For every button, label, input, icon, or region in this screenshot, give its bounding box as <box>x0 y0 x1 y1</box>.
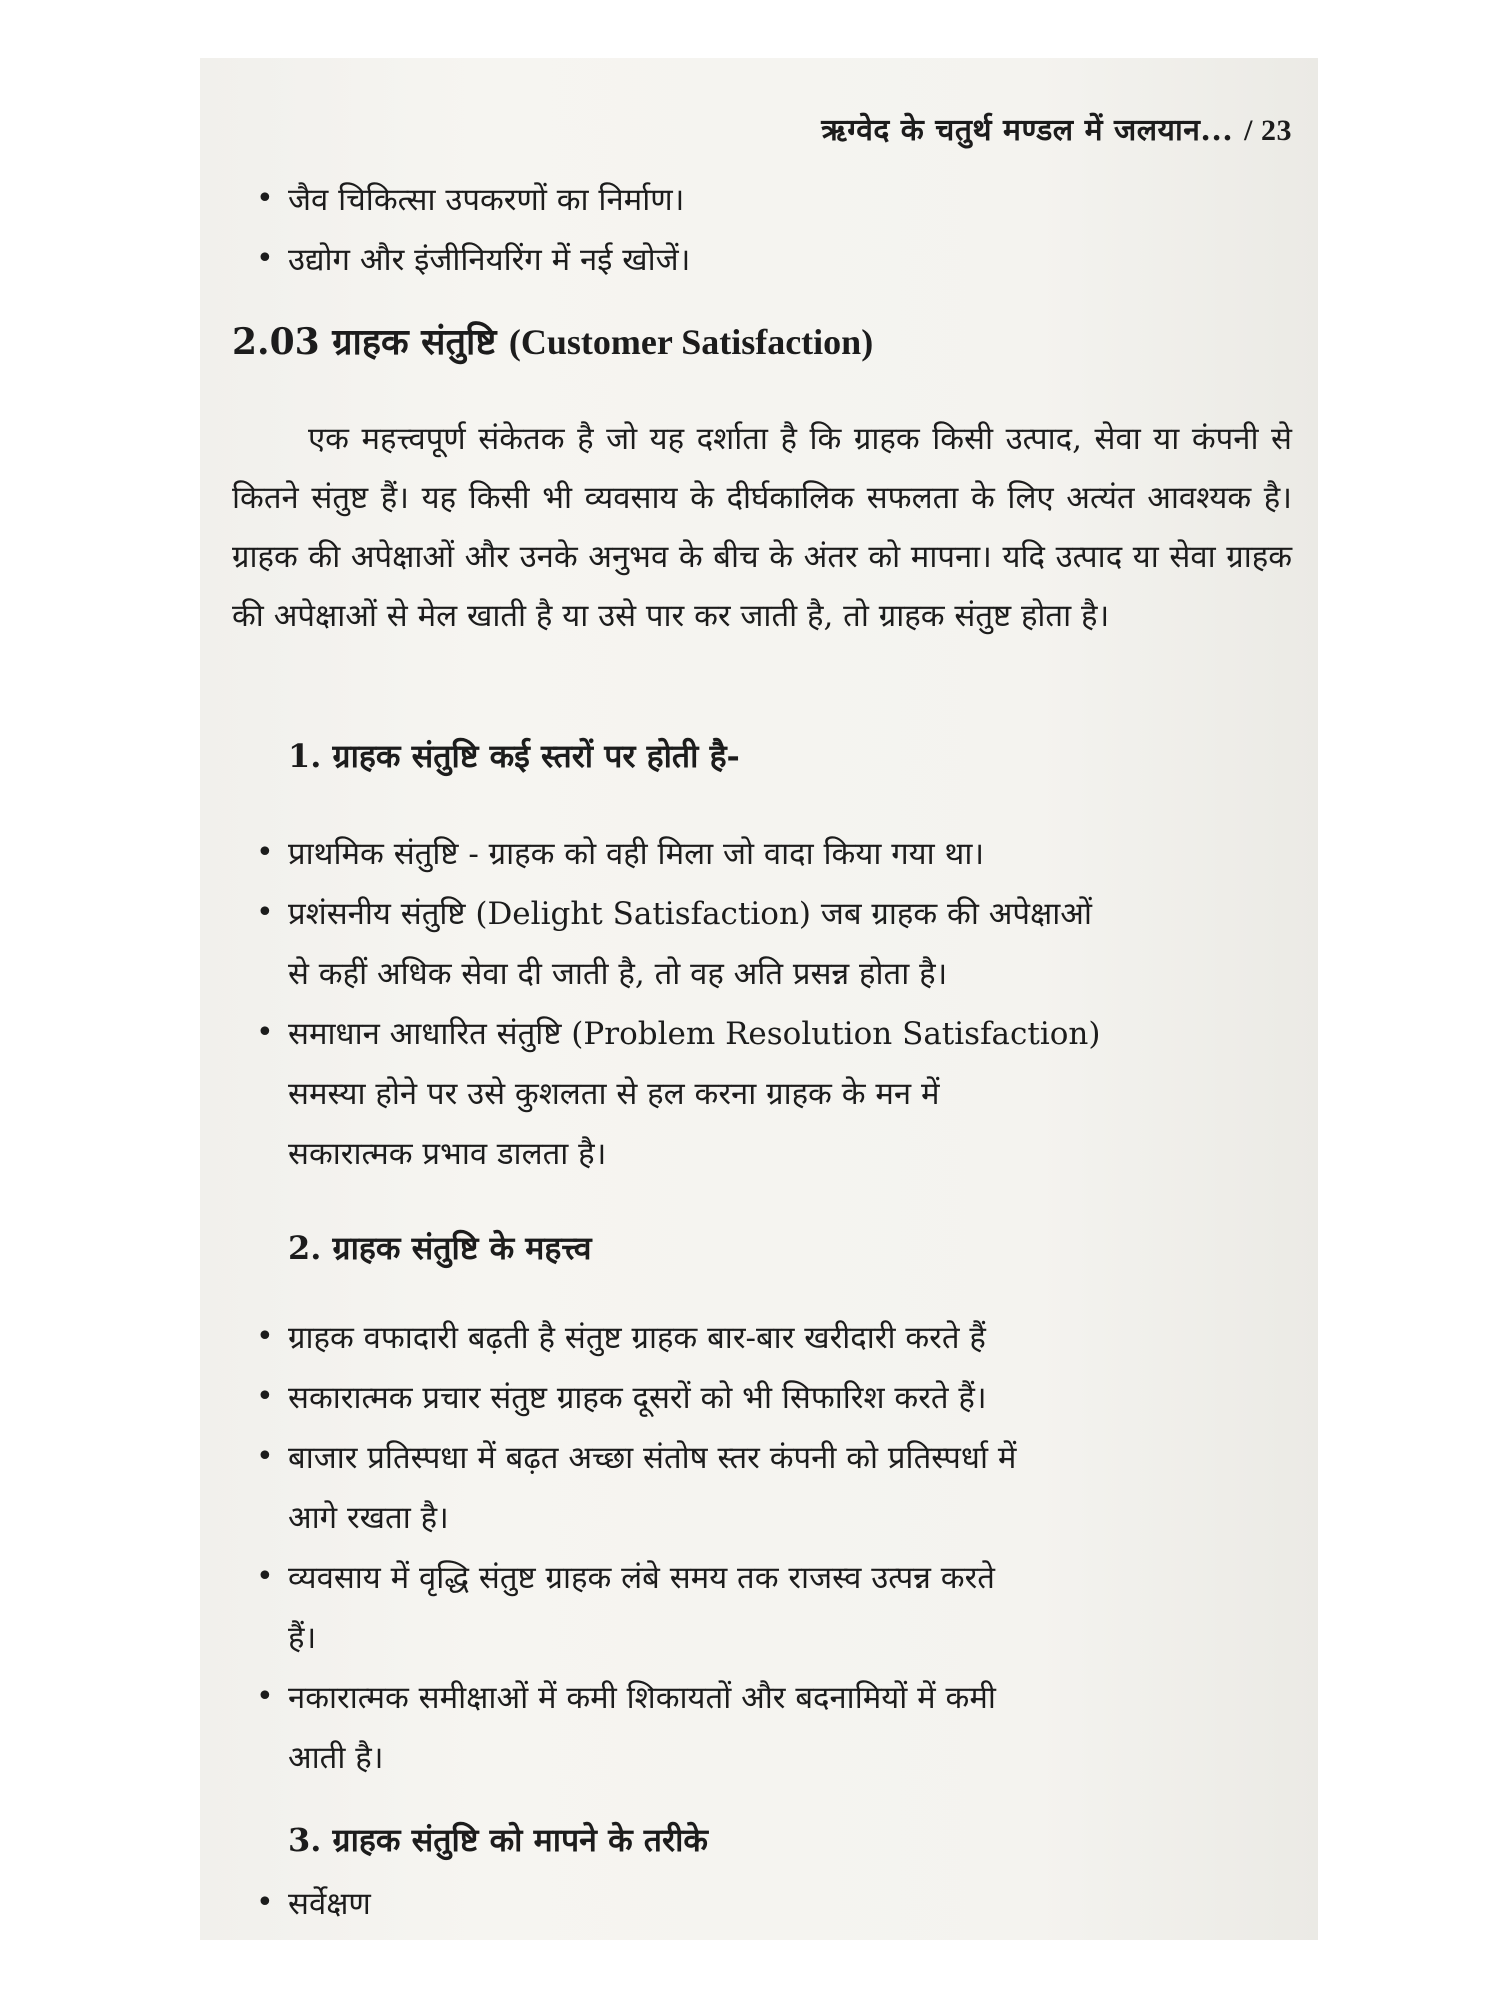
list-item-line: बाजार प्रतिस्पधा में बढ़त अच्छा संतोष स्तर कंपनी को प्रतिस्पर्धा में <box>288 1440 1017 1476</box>
section-number-title: 2.03 ग्राहक संतुष्टि <box>232 321 497 363</box>
bullet-icon: • <box>256 1439 274 1474</box>
running-header <box>821 108 1292 149</box>
list-item-line: सकारात्मक प्रभाव डालता है। <box>288 1136 607 1172</box>
page-number: / 23 <box>1244 114 1293 147</box>
subsection-1-heading: 1. ग्राहक संतुष्टि कई स्तरों पर होती है- <box>288 737 740 775</box>
book-page <box>200 58 1318 1940</box>
bullet-icon: • <box>256 241 274 276</box>
bullet-icon: • <box>256 835 274 870</box>
list-item: सकारात्मक प्रचार संतुष्ट ग्राहक दूसरों को भी सिफारिश करते हैं। <box>288 1380 987 1416</box>
bullet-icon: • <box>256 895 274 930</box>
list-item-line: से कहीं अधिक सेवा दी जाती है, तो वह अति प्रसन्न होता है। <box>288 956 948 992</box>
bullet-icon: • <box>256 1559 274 1594</box>
list-item: ग्राहक वफादारी बढ़ती है संतुष्ट ग्राहक बार-बार खरीदारी करते हैं <box>288 1320 986 1356</box>
list-item: उद्योग और इंजीनियरिंग में नई खोजें। <box>288 242 691 278</box>
list-item: सर्वेक्षण <box>288 1886 371 1922</box>
list-item-line: आती है। <box>288 1740 384 1776</box>
subsection-3-heading: 3. ग्राहक संतुष्टि को मापने के तरीके <box>288 1821 708 1859</box>
bullet-icon: • <box>256 1379 274 1414</box>
bullet-icon: • <box>256 1319 274 1354</box>
bullet-icon: • <box>256 1015 274 1050</box>
list-item-line: प्रशंसनीय संतुष्टि (Delight Satisfaction) जब ग्राहक की अपेक्षाओं <box>288 896 1092 932</box>
intro-paragraph: एक महत्त्वपूर्ण संकेतक है जो यह दर्शाता है कि ग्राहक किसी उत्पाद, सेवा या कंपनी से कितने संतुष्ट हैं। यह किसी भी व्यवसाय के दीर्घकालिक सफलता के लिए अत्यंत आवश्यक है। ग्राहक की अपेक्षाओं और उनके अनुभव के बीच के अंतर को मापना। यदि उत्पाद या सेवा ग्राहक की अपेक्षाओं से मेल खाती है या उसे पार कर जाती है, तो ग्राहक संतुष्ट होता है। <box>232 421 1292 634</box>
list-item: जैव चिकित्सा उपकरणों का निर्माण। <box>288 182 685 218</box>
list-item-line: व्यवसाय में वृद्धि संतुष्ट ग्राहक लंबे समय तक राजस्व उत्पन्न करते <box>288 1560 995 1596</box>
list-item: प्राथमिक संतुष्टि - ग्राहक को वही मिला जो वादा किया गया था। <box>288 836 985 872</box>
list-item-line: नकारात्मक समीक्षाओं में कमी शिकायतों और बदनामियों में कमी <box>288 1680 996 1716</box>
bullet-icon: • <box>256 1679 274 1714</box>
list-item-line: हैं। <box>288 1620 317 1656</box>
bullet-icon: • <box>256 181 274 216</box>
subsection-2-heading: 2. ग्राहक संतुष्टि के महत्त्व <box>288 1229 592 1267</box>
running-title: ऋग्वेद के चतुर्थ मण्डल में जलयान... <box>821 113 1234 148</box>
bullet-icon: • <box>256 1885 274 1920</box>
list-item-line: समाधान आधारित संतुष्टि (Problem Resolution Satisfaction) <box>288 1016 1101 1052</box>
list-item-line: समस्या होने पर उसे कुशलता से हल करना ग्राहक के मन में <box>288 1076 940 1112</box>
section-english-title: (Customer Satisfaction) <box>508 322 874 362</box>
section-heading <box>232 316 873 365</box>
list-item-line: आगे रखता है। <box>288 1500 449 1536</box>
